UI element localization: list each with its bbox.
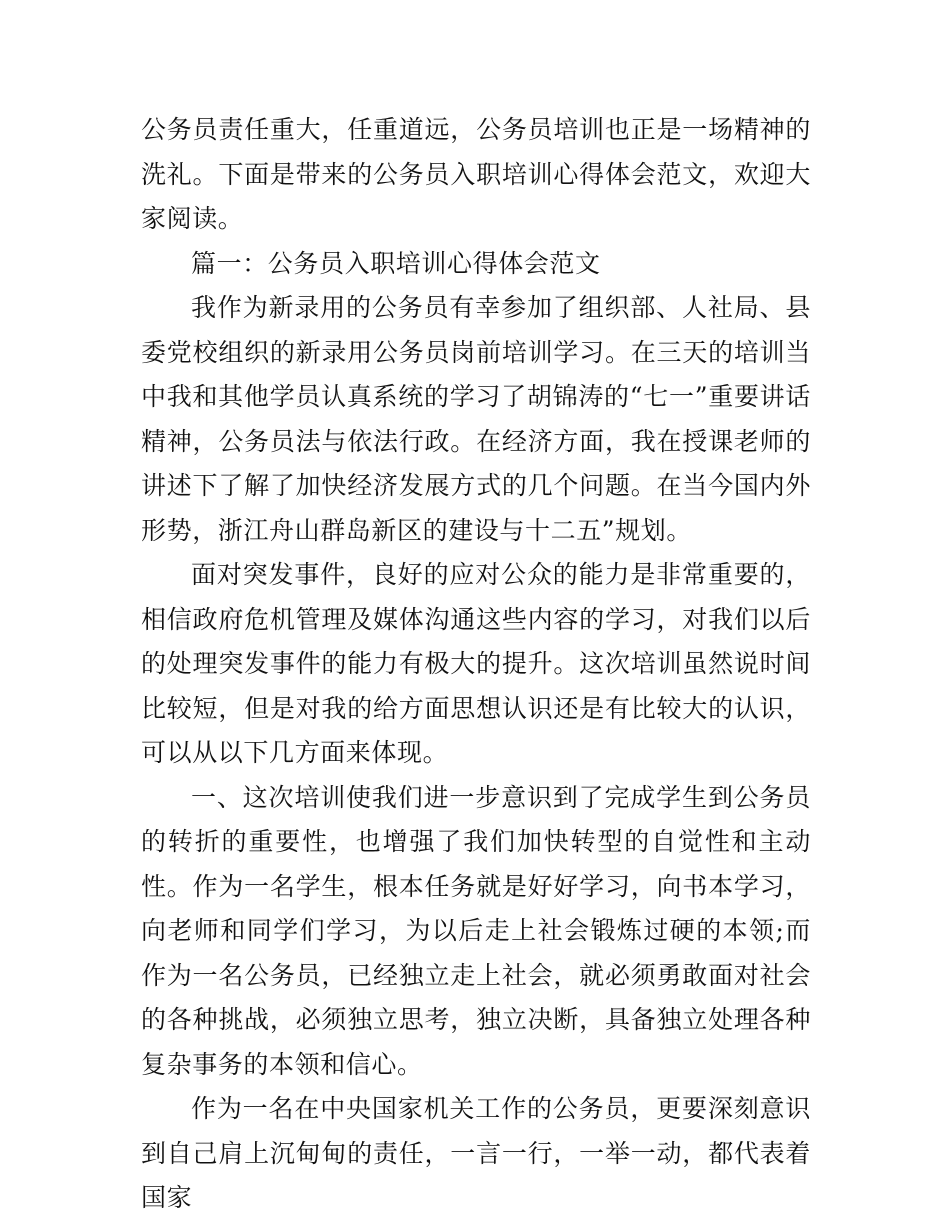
document-body: [141, 108, 811, 1221]
paragraph: 面对突发事件，良好的应对公众的能力是非常重要的，相信政府危机管理及媒体沟通这些内容的学习，对我们以后的处理突发事件的能力有极大的提升。这次培训虽然说时间比较短，但是对我的给方面思想认识还是有比较大的认识，可以从以下几方面来体现。: [141, 560, 811, 767]
section-heading: 篇一：公务员入职培训心得体会范文: [191, 248, 601, 278]
paragraph-intro: 公务员责任重大，任重道远，公务员培训也正是一场精神的洗礼。下面是带来的公务员入职培训心得体会范文，欢迎大家阅读。: [141, 115, 811, 233]
paragraph: 我作为新录用的公务员有幸参加了组织部、人社局、县委党校组织的新录用公务员岗前培训学习。在三天的培训当中我和其他学员认真系统的学习了胡锦涛的“七一”重要讲话精神，公务员法与依法行政。在经济方面，我在授课老师的讲述下了解了加快经济发展方式的几个问题。在当今国内外形势，浙江舟山群岛新区的建设与十二五”规划。: [141, 293, 811, 545]
paragraph: 作为一名在中央国家机关工作的公务员，更要深刻意识到自己肩上沉甸甸的责任，一言一行，一举一动，都代表着国家: [141, 1094, 811, 1212]
paragraph: 一、这次培训使我们进一步意识到了完成学生到公务员的转折的重要性，也增强了我们加快转型的自觉性和主动性。作为一名学生，根本任务就是好好学习，向书本学习，向老师和同学们学习，为以后走上社会锻炼过硬的本领;而作为一名公务员，已经独立走上社会，就必须勇敢面对社会的各种挑战，必须独立思考，独立决断，具备独立处理各种复杂事务的本领和信心。: [141, 782, 811, 1079]
